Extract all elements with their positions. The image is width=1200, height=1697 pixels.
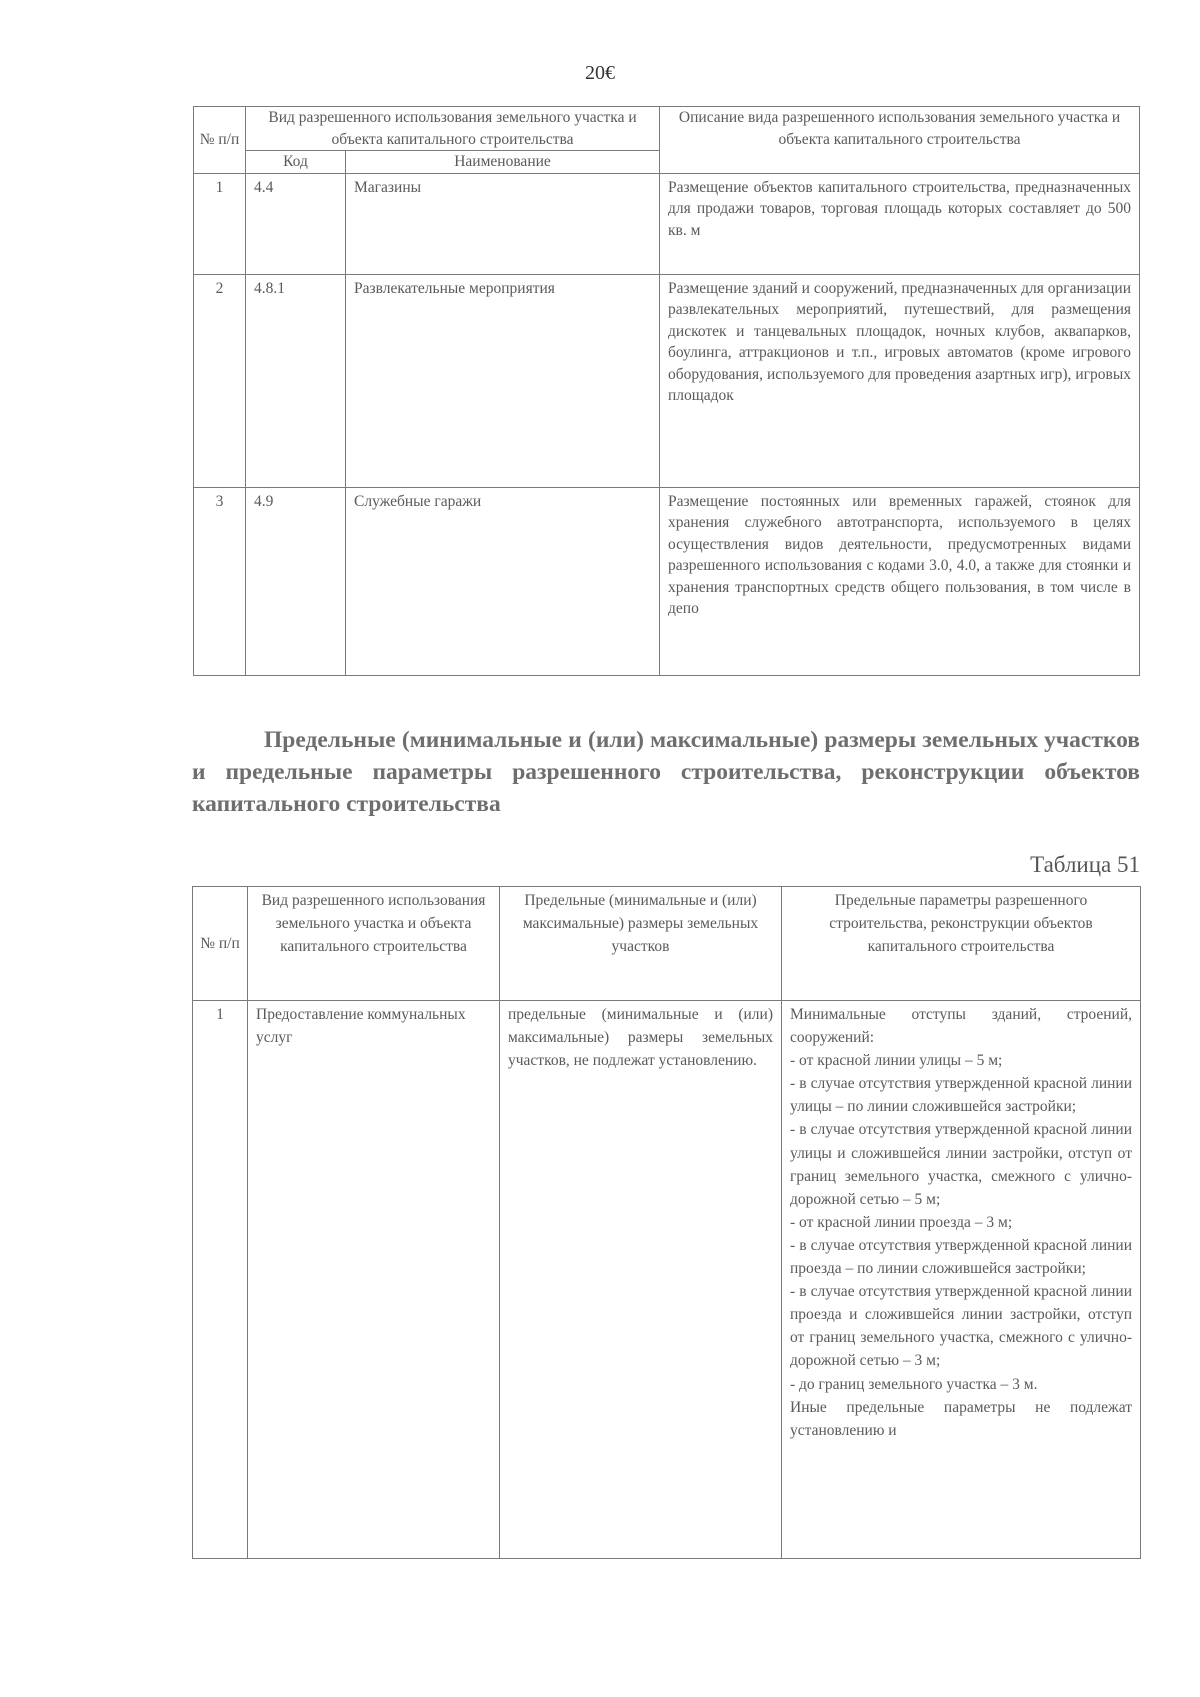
table-row [194, 487, 1140, 675]
row-name: Магазины [346, 173, 660, 274]
parameter-line: - в случае отсутствия утвержденной красной линии улицы – по линии сложившейся застройки; [790, 1075, 1132, 1116]
row-number: 1 [193, 1001, 248, 1559]
parameter-line: - от красной линии улицы – 5 м; [790, 1052, 1003, 1070]
parameter-line: Минимальные отступы зданий, строений, сооружений: [790, 1006, 1132, 1047]
header-permitted-use-type: Вид разрешенного использования земельного участка и объекта капитального строительства [248, 887, 500, 1001]
parameter-line: - от красной линии проезда – 3 м; [790, 1213, 1013, 1231]
header-plot-size-limits: Предельные (минимальные и (или) максимальные) размеры земельных участков [500, 887, 782, 1001]
row-description: Размещение зданий и сооружений, предназначенных для организации развлекательных мероприятий, путешествий, для размещения дискотек и танцевальных площадок, ночных клубов, аквапарков, боулинга, аттракционов и т.п., игровых автоматов (кроме игрового оборудования, используемого для проведения азартных игр), игровых площадок [660, 274, 1140, 487]
header-code: Код [246, 151, 346, 174]
row-permitted-use-type: Предоставление коммунальных услуг [248, 1001, 500, 1559]
header-row-number: № п/п [194, 107, 246, 174]
row-description: Размещение объектов капитального строительства, предназначенных для продажи товаров, торговая площадь которых составляет до 500 кв. м [660, 173, 1140, 274]
header-description: Описание вида разрешенного использования земельного участка и объекта капитального строительства [660, 107, 1140, 174]
row-name: Служебные гаражи [346, 487, 660, 675]
page-number: 20€ [585, 62, 615, 84]
row-plot-size-limits: предельные (минимальные и (или) максимальные) размеры земельных участков, не подлежат установлению. [500, 1001, 782, 1559]
row-number: 2 [194, 274, 246, 487]
row-code: 4.4 [246, 173, 346, 274]
row-code: 4.9 [246, 487, 346, 675]
header-row-number: № п/п [193, 887, 248, 1001]
parameter-line: - в случае отсутствия утвержденной красной линии проезда – по линии сложившейся застройки; [790, 1236, 1132, 1278]
row-name: Развлекательные мероприятия [346, 274, 660, 487]
table-row [194, 274, 1140, 487]
header-permitted-use-type: Вид разрешенного использования земельного участка и объекта капитального строительства [246, 107, 660, 151]
row-number: 3 [194, 487, 246, 675]
header-construction-parameters: Предельные параметры разрешенного строительства, реконструкции объектов капитального строительства [782, 887, 1141, 1001]
parameter-line: - в случае отсутствия утвержденной красной линии проезда и сложившейся линии застройки, отступ от границ земельного участка, смежного с улично-дорожной сетью – 3 м; [790, 1283, 1132, 1370]
parameter-line: - в случае отсутствия утвержденной красной линии улицы и сложившейся линии застройки, отступ от границ земельного участка, смежного с улично-дорожной сетью – 5 м; [790, 1121, 1132, 1208]
row-construction-parameters [782, 1001, 1141, 1559]
table-row [193, 1001, 1141, 1559]
row-code: 4.8.1 [246, 274, 346, 487]
parameter-line: - до границ земельного участка – 3 м. [790, 1375, 1038, 1393]
permitted-use-table [193, 106, 1140, 676]
table-label: Таблица 51 [1030, 852, 1140, 877]
limits-table [192, 886, 1141, 1559]
section-heading: Предельные (минимальные и (или) максимальные) размеры земельных участков и предельные параметры разрешенного строительства, реконструкции объектов капитального строительства [192, 727, 1140, 817]
parameter-line: Иные предельные параметры не подлежат установлению и [790, 1398, 1132, 1439]
table-row [194, 173, 1140, 274]
row-description: Размещение постоянных или временных гаражей, стоянок для хранения служебного автотранспорта, используемого в целях осуществления видов деятельности, предусмотренных видами разрешенного использования с кодами 3.0, 4.0, а также для стоянки и хранения транспортных средств общего пользования, в том числе в депо [660, 487, 1140, 675]
row-number: 1 [194, 173, 246, 274]
header-name: Наименование [346, 151, 660, 174]
